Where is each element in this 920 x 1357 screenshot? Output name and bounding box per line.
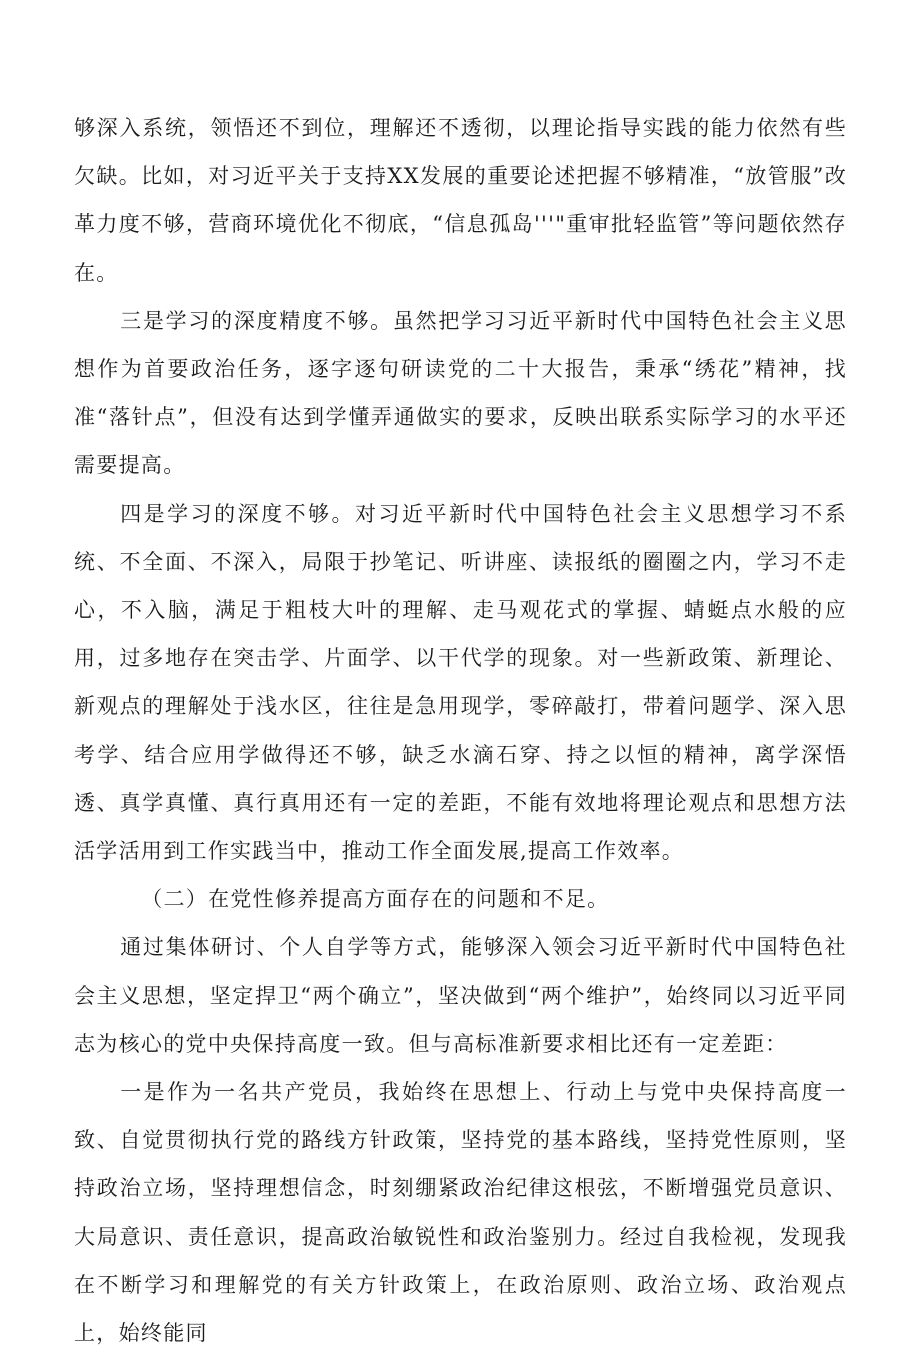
paragraph-continuation: 够深入系统，领悟还不到位，理解还不透彻，以理论指导实践的能力依然有些欠缺。比如，对习近平关于支持XX发展的重要论述把握不够精准，“放管服”改革力度不够，营商环境优化不彻底，“信息孤岛'''"重审批轻监管”等问题依然存在。 (74, 116, 847, 285)
paragraph-fourth-point: 四是学习的深度不够。对习近平新时代中国特色社会主义思想学习不系统、不全面、不深入，局限于抄笔记、听讲座、读报纸的圈圈之内，学习不走心，不入脑，满足于粗枝大叶的理解、走马观花式的掌握、蜻蜓点水般的应用，过多地存在突击学、片面学、以干代学的现象。对一些新政策、新理论、新观点的理解处于浅水区，往往是急用现学，零碎敲打，带着问题学、深入思考学、结合应用学做得还不够，缺乏水滴石穿、持之以恒的精神，离学深悟透、真学真懂、真行真用还有一定的差距，不能有效地将理论观点和思想方法活学活用到工作实践当中，推动工作全面发展,提高工作效率。 (74, 501, 847, 864)
section-heading: （二）在党性修养提高方面存在的问题和不足。 (141, 887, 610, 912)
paragraph-first-point: 一是作为一名共产党员，我始终在思想上、行动上与党中央保持高度一致、自觉贯彻执行党的路线方针政策，坚持党的基本路线，坚持党性原则，坚持政治立场，坚持理想信念，时刻绷紧政治纪律这根弦，不断增强党员意识、大局意识、责任意识，提高政治敏锐性和政治鉴别力。经过自我检视，发现我在不断学习和理解党的有关方针政策上，在政治原则、政治立场、政治观点上，始终能同 (74, 1080, 847, 1346)
paragraph-third-point: 三是学习的深度精度不够。虽然把学习习近平新时代中国特色社会主义思想作为首要政治任务，逐字逐句研读党的二十大报告，秉承“绣花”精神，找准“落针点”，但没有达到学懂弄通做实的要求，反映出联系实际学习的水平还需要提高。 (74, 308, 847, 478)
document-body (74, 104, 847, 1357)
paragraph-intro: 通过集体研讨、个人自学等方式，能够深入领会习近平新时代中国特色社会主义思想，坚定捍卫“两个确立”，坚决做到“两个维护”，始终同以习近平同志为核心的党中央保持高度一致。但与高标准新要求相比还有一定差距： (74, 935, 847, 1056)
